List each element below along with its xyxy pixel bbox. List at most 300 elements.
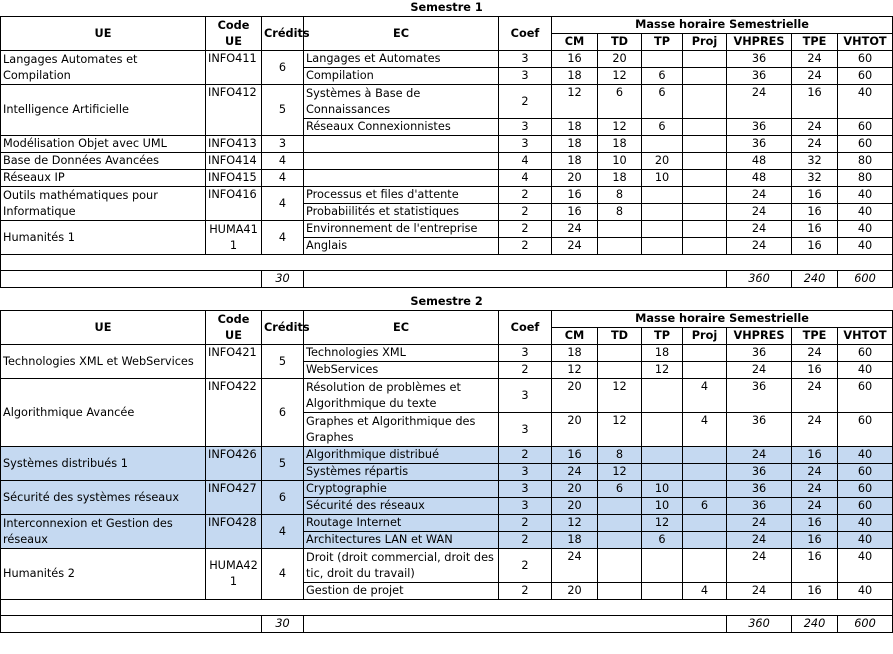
- ec-cm: 20: [552, 583, 598, 600]
- ec-tpe: 16: [792, 549, 838, 583]
- ec-vhtot: 60: [838, 379, 893, 413]
- ec-tp: [642, 238, 683, 255]
- ec-cm: 16: [552, 51, 598, 68]
- ec-cm: 20: [552, 413, 598, 447]
- ue-name: Modélisation Objet avec UML: [1, 136, 206, 153]
- ec-vhtot: 60: [838, 51, 893, 68]
- ue-credits: 4: [262, 549, 304, 600]
- header-tpe: TPE: [792, 328, 838, 345]
- ue-credits: 4: [262, 221, 304, 255]
- total-credits: 30: [262, 271, 304, 288]
- ec-vhpres: 24: [727, 549, 792, 583]
- ec-coef: 2: [499, 187, 552, 204]
- ec-vhtot: 60: [838, 498, 893, 515]
- ec-tpe: 24: [792, 68, 838, 85]
- ec-name: Processus et files d'attente: [304, 187, 499, 204]
- ec-tpe: 16: [792, 204, 838, 221]
- ec-name: Anglais: [304, 238, 499, 255]
- ec-vhtot: 40: [838, 515, 893, 532]
- ue-credits: 6: [262, 481, 304, 515]
- ec-vhtot: 40: [838, 221, 893, 238]
- ec-vhpres: 36: [727, 464, 792, 481]
- ec-tp: [642, 549, 683, 583]
- ec-proj: [683, 362, 727, 379]
- header-credits: Crédits: [262, 17, 304, 51]
- ue-code: INFO412: [206, 85, 262, 136]
- totals-blank-mid: [304, 271, 727, 288]
- ec-name: WebServices: [304, 362, 499, 379]
- semester-title-row: [1, 0, 893, 17]
- ec-vhtot: 60: [838, 464, 893, 481]
- ec-tpe: 32: [792, 153, 838, 170]
- ec-proj: [683, 515, 727, 532]
- ec-td: [598, 362, 642, 379]
- totals-blank: [1, 271, 262, 288]
- ec-vhpres: 24: [727, 85, 792, 119]
- totals-row: [1, 271, 893, 288]
- ec-vhpres: 48: [727, 153, 792, 170]
- ec-td: [598, 238, 642, 255]
- spacer-row: [1, 600, 893, 616]
- ec-td: [598, 515, 642, 532]
- ec-td: 6: [598, 85, 642, 119]
- ue-name: Humanités 1: [1, 221, 206, 255]
- ec-name: Gestion de projet: [304, 583, 499, 600]
- ue-code: HUMA411: [206, 221, 262, 255]
- ec-td: [598, 345, 642, 362]
- ec-tp: 18: [642, 345, 683, 362]
- header-credits: Crédits: [262, 311, 304, 345]
- ec-vhtot: 40: [838, 238, 893, 255]
- header-code-ue: Code UE: [206, 311, 262, 345]
- ec-td: [598, 532, 642, 549]
- ue-credits: 4: [262, 153, 304, 170]
- ec-td: [598, 549, 642, 583]
- ec-name: [304, 170, 499, 187]
- ec-cm: 16: [552, 187, 598, 204]
- ec-proj: 6: [683, 498, 727, 515]
- ec-name: [304, 136, 499, 153]
- ec-tpe: 24: [792, 136, 838, 153]
- ec-proj: [683, 51, 727, 68]
- ec-td: 20: [598, 51, 642, 68]
- header-cm: CM: [552, 34, 598, 51]
- ec-name: Sécurité des réseaux: [304, 498, 499, 515]
- ec-cm: 18: [552, 68, 598, 85]
- ec-coef: 3: [499, 498, 552, 515]
- ue-code: INFO426: [206, 447, 262, 481]
- ec-proj: [683, 447, 727, 464]
- table-row: [1, 170, 893, 187]
- ue-name: Technologies XML et WebServices: [1, 345, 206, 379]
- ec-cm: 20: [552, 481, 598, 498]
- table-row: [1, 51, 893, 68]
- ec-td: 8: [598, 447, 642, 464]
- header-masse-horaire: Masse horaire Semestrielle: [552, 311, 893, 328]
- ec-coef: 2: [499, 85, 552, 119]
- ue-name: Langages Automates et Compilation: [1, 51, 206, 85]
- ec-tp: 12: [642, 515, 683, 532]
- ec-cm: 24: [552, 549, 598, 583]
- ec-td: 6: [598, 481, 642, 498]
- ec-proj: [683, 549, 727, 583]
- ec-coef: 4: [499, 170, 552, 187]
- table-row: [1, 379, 893, 413]
- header-ec: EC: [304, 17, 499, 51]
- ec-tp: 10: [642, 170, 683, 187]
- table-row: [1, 447, 893, 464]
- table-row: [1, 136, 893, 153]
- totals-row: [1, 616, 893, 633]
- header-td: TD: [598, 328, 642, 345]
- ec-proj: [683, 221, 727, 238]
- header-code-ue: Code UE: [206, 17, 262, 51]
- ec-vhtot: 60: [838, 413, 893, 447]
- ec-coef: 2: [499, 515, 552, 532]
- ue-code: INFO427: [206, 481, 262, 515]
- ec-cm: 18: [552, 136, 598, 153]
- ue-code: INFO416: [206, 187, 262, 221]
- ec-tp: 10: [642, 481, 683, 498]
- ec-tp: [642, 136, 683, 153]
- ec-coef: 3: [499, 119, 552, 136]
- ec-name: Architectures LAN et WAN: [304, 532, 499, 549]
- spacer-row: [1, 255, 893, 271]
- table-row: [1, 187, 893, 204]
- ec-tpe: 16: [792, 583, 838, 600]
- ec-tp: 12: [642, 362, 683, 379]
- ec-proj: [683, 170, 727, 187]
- ec-td: [598, 498, 642, 515]
- ec-vhpres: 36: [727, 379, 792, 413]
- ec-proj: 4: [683, 413, 727, 447]
- ec-coef: 3: [499, 136, 552, 153]
- ec-td: 12: [598, 379, 642, 413]
- ec-proj: [683, 68, 727, 85]
- ec-vhtot: 40: [838, 187, 893, 204]
- ue-code: INFO421: [206, 345, 262, 379]
- total-vhtot: 600: [838, 271, 893, 288]
- table-row: [1, 515, 893, 532]
- ec-td: [598, 583, 642, 600]
- header-tpe: TPE: [792, 34, 838, 51]
- semester-title: Semestre 1: [410, 1, 483, 14]
- ec-coef: 2: [499, 532, 552, 549]
- ec-tpe: 32: [792, 170, 838, 187]
- ec-coef: 3: [499, 413, 552, 447]
- ec-cm: 16: [552, 204, 598, 221]
- ec-name: Graphes et Algorithmique des Graphes: [304, 413, 499, 447]
- header-ec: EC: [304, 311, 499, 345]
- ec-vhpres: 24: [727, 583, 792, 600]
- totals-blank-mid: [304, 616, 727, 633]
- ec-vhpres: 24: [727, 204, 792, 221]
- header-coef: Coef: [499, 311, 552, 345]
- ec-tp: [642, 221, 683, 238]
- ec-tp: [642, 413, 683, 447]
- semester-title: Semestre 2: [410, 295, 483, 308]
- header-coef: Coef: [499, 17, 552, 51]
- header-ue: UE: [1, 311, 206, 345]
- ec-td: [598, 221, 642, 238]
- ec-proj: [683, 136, 727, 153]
- ec-coef: 2: [499, 549, 552, 583]
- ec-td: 18: [598, 136, 642, 153]
- ec-td: 12: [598, 464, 642, 481]
- ec-tpe: 16: [792, 362, 838, 379]
- ec-proj: 4: [683, 379, 727, 413]
- table-row: [1, 221, 893, 238]
- ec-name: Langages et Automates: [304, 51, 499, 68]
- ec-cm: 18: [552, 345, 598, 362]
- ec-proj: [683, 532, 727, 549]
- total-credits: 30: [262, 616, 304, 633]
- ec-tpe: 16: [792, 447, 838, 464]
- table-row: [1, 481, 893, 498]
- header-cm: CM: [552, 328, 598, 345]
- ue-code: INFO413: [206, 136, 262, 153]
- header-tp: TP: [642, 328, 683, 345]
- ec-coef: 3: [499, 68, 552, 85]
- ue-name: Sécurité des systèmes réseaux: [1, 481, 206, 515]
- ec-coef: 2: [499, 221, 552, 238]
- ec-name: Probabiilités et statistiques: [304, 204, 499, 221]
- ec-tpe: 24: [792, 379, 838, 413]
- total-tpe: 240: [792, 271, 838, 288]
- ec-coef: 3: [499, 481, 552, 498]
- ec-name: Systèmes répartis: [304, 464, 499, 481]
- ec-name: Compilation: [304, 68, 499, 85]
- ec-tpe: 16: [792, 515, 838, 532]
- ue-code: INFO428: [206, 515, 262, 549]
- ec-tp: 6: [642, 85, 683, 119]
- ue-code: INFO411: [206, 51, 262, 85]
- ec-tpe: 16: [792, 221, 838, 238]
- spacer-cell: [1, 255, 893, 271]
- ec-vhtot: 40: [838, 549, 893, 583]
- ue-name: Algorithmique Avancée: [1, 379, 206, 447]
- ec-vhpres: 48: [727, 170, 792, 187]
- ec-name: Routage Internet: [304, 515, 499, 532]
- ec-vhtot: 60: [838, 136, 893, 153]
- ue-credits: 4: [262, 187, 304, 221]
- ec-coef: 3: [499, 379, 552, 413]
- header-vhtot: VHTOT: [838, 34, 893, 51]
- table-row: [1, 345, 893, 362]
- ec-proj: [683, 187, 727, 204]
- ec-tp: 6: [642, 532, 683, 549]
- ec-tpe: 24: [792, 464, 838, 481]
- ec-vhtot: 60: [838, 345, 893, 362]
- ec-vhpres: 24: [727, 221, 792, 238]
- ec-tp: [642, 51, 683, 68]
- ec-tp: 6: [642, 68, 683, 85]
- ec-proj: [683, 345, 727, 362]
- ue-credits: 6: [262, 51, 304, 85]
- ec-coef: 3: [499, 51, 552, 68]
- ue-credits: 4: [262, 515, 304, 549]
- ec-tp: [642, 447, 683, 464]
- header-vhtot: VHTOT: [838, 328, 893, 345]
- ec-name: Cryptographie: [304, 481, 499, 498]
- ec-vhpres: 36: [727, 68, 792, 85]
- ec-vhpres: 24: [727, 515, 792, 532]
- ec-tpe: 16: [792, 238, 838, 255]
- ec-cm: 18: [552, 153, 598, 170]
- ec-td: 8: [598, 204, 642, 221]
- ec-td: 18: [598, 170, 642, 187]
- ec-proj: 4: [683, 583, 727, 600]
- header-proj: Proj: [683, 34, 727, 51]
- ec-tp: 10: [642, 498, 683, 515]
- ue-code: INFO422: [206, 379, 262, 447]
- ue-name: Intelligence Artificielle: [1, 85, 206, 136]
- ue-name: Base de Données Avancées: [1, 153, 206, 170]
- ec-proj: [683, 481, 727, 498]
- ec-vhtot: 40: [838, 362, 893, 379]
- table-row: [1, 153, 893, 170]
- ec-cm: 20: [552, 170, 598, 187]
- ue-code: INFO414: [206, 153, 262, 170]
- ec-coef: 2: [499, 447, 552, 464]
- ec-coef: 2: [499, 204, 552, 221]
- ec-tpe: 16: [792, 532, 838, 549]
- ec-tpe: 24: [792, 413, 838, 447]
- header-masse-horaire: Masse horaire Semestrielle: [552, 17, 893, 34]
- ec-vhtot: 40: [838, 85, 893, 119]
- ec-cm: 12: [552, 362, 598, 379]
- ec-cm: 20: [552, 498, 598, 515]
- ec-td: 12: [598, 119, 642, 136]
- header-tp: TP: [642, 34, 683, 51]
- ec-vhpres: 36: [727, 345, 792, 362]
- ue-credits: 5: [262, 345, 304, 379]
- header-ue: UE: [1, 17, 206, 51]
- ec-tpe: 24: [792, 345, 838, 362]
- ec-vhtot: 40: [838, 532, 893, 549]
- ue-name: Interconnexion et Gestion des réseaux: [1, 515, 206, 549]
- table-body: [1, 0, 893, 633]
- header-proj: Proj: [683, 328, 727, 345]
- ec-td: 10: [598, 153, 642, 170]
- ec-name: Systèmes à Base de Connaissances: [304, 85, 499, 119]
- ec-cm: 16: [552, 447, 598, 464]
- ec-name: Technologies XML: [304, 345, 499, 362]
- semester-title-row: [1, 294, 893, 311]
- ec-vhtot: 60: [838, 481, 893, 498]
- ec-name: Droit (droit commercial, droit des tic, droit du travail): [304, 549, 499, 583]
- ec-cm: 12: [552, 515, 598, 532]
- ec-name: Algorithmique distribué: [304, 447, 499, 464]
- ec-vhpres: 24: [727, 447, 792, 464]
- ec-proj: [683, 238, 727, 255]
- ue-code: INFO415: [206, 170, 262, 187]
- table-row: [1, 549, 893, 583]
- ec-td: 8: [598, 187, 642, 204]
- ec-name: Résolution de problèmes et Algorithmique du texte: [304, 379, 499, 413]
- header-td: TD: [598, 34, 642, 51]
- ec-vhpres: 24: [727, 238, 792, 255]
- ec-tpe: 24: [792, 51, 838, 68]
- spacer-cell: [1, 600, 893, 616]
- ec-vhpres: 36: [727, 51, 792, 68]
- ec-tpe: 24: [792, 498, 838, 515]
- ec-vhtot: 60: [838, 68, 893, 85]
- ec-tp: [642, 464, 683, 481]
- ue-name: Systèmes distribués 1: [1, 447, 206, 481]
- total-vhpres: 360: [727, 271, 792, 288]
- ue-name: Humanités 2: [1, 549, 206, 600]
- ec-name: Environnement de l'entreprise: [304, 221, 499, 238]
- ue-credits: 3: [262, 136, 304, 153]
- ec-vhpres: 36: [727, 498, 792, 515]
- ue-code: HUMA421: [206, 549, 262, 600]
- header-row: [1, 17, 893, 34]
- ec-tpe: 24: [792, 119, 838, 136]
- ec-vhtot: 40: [838, 583, 893, 600]
- ec-proj: [683, 153, 727, 170]
- header-vhpres: VHPRES: [727, 34, 792, 51]
- ec-proj: [683, 204, 727, 221]
- ec-coef: 2: [499, 583, 552, 600]
- ec-cm: 12: [552, 85, 598, 119]
- ec-vhpres: 36: [727, 481, 792, 498]
- ec-cm: 24: [552, 464, 598, 481]
- ec-vhtot: 80: [838, 170, 893, 187]
- ec-vhtot: 40: [838, 204, 893, 221]
- table-row: [1, 85, 893, 119]
- ec-name: [304, 153, 499, 170]
- ec-vhpres: 24: [727, 187, 792, 204]
- ue-credits: 6: [262, 379, 304, 447]
- ec-tp: [642, 187, 683, 204]
- totals-blank: [1, 616, 262, 633]
- ec-tp: [642, 204, 683, 221]
- ec-td: 12: [598, 68, 642, 85]
- ec-cm: 24: [552, 238, 598, 255]
- ec-name: Réseaux Connexionnistes: [304, 119, 499, 136]
- ec-tp: 20: [642, 153, 683, 170]
- ec-cm: 18: [552, 119, 598, 136]
- ec-tpe: 16: [792, 187, 838, 204]
- ec-cm: 20: [552, 379, 598, 413]
- ec-coef: 2: [499, 238, 552, 255]
- ue-name: Outils mathématiques pour Informatique: [1, 187, 206, 221]
- ec-tp: [642, 379, 683, 413]
- ec-vhpres: 24: [727, 362, 792, 379]
- header-row: [1, 311, 893, 328]
- ec-tp: 6: [642, 119, 683, 136]
- ec-coef: 4: [499, 153, 552, 170]
- ec-vhpres: 36: [727, 119, 792, 136]
- ec-vhtot: 60: [838, 119, 893, 136]
- ec-td: 12: [598, 413, 642, 447]
- total-vhtot: 600: [838, 616, 893, 633]
- ue-credits: 4: [262, 170, 304, 187]
- ec-coef: 2: [499, 362, 552, 379]
- total-vhpres: 360: [727, 616, 792, 633]
- ec-vhpres: 36: [727, 413, 792, 447]
- ec-proj: [683, 85, 727, 119]
- ec-tpe: 24: [792, 481, 838, 498]
- ue-name: Réseaux IP: [1, 170, 206, 187]
- ec-tp: [642, 583, 683, 600]
- ue-credits: 5: [262, 447, 304, 481]
- ec-vhtot: 80: [838, 153, 893, 170]
- total-tpe: 240: [792, 616, 838, 633]
- header-vhpres: VHPRES: [727, 328, 792, 345]
- ec-vhpres: 36: [727, 136, 792, 153]
